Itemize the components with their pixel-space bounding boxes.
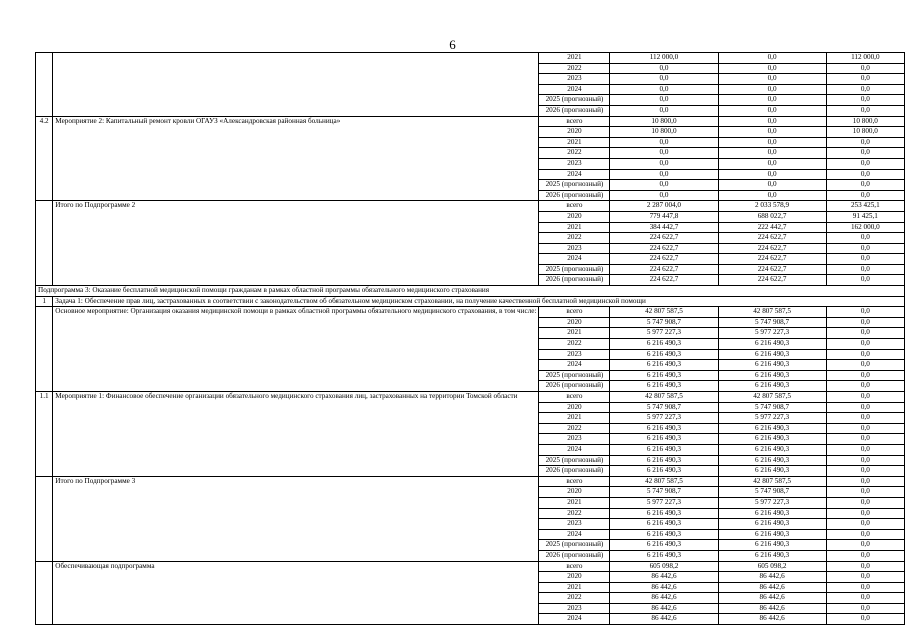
period-cell: 2020 [539, 211, 610, 222]
source-1-cell: 6 216 490,3 [718, 370, 826, 381]
source-2-cell: 0,0 [826, 444, 904, 455]
table-row [36, 392, 905, 403]
source-2-cell: 0,0 [826, 423, 904, 434]
period-cell: всего [539, 561, 610, 572]
total-cell: 86 442,6 [610, 603, 718, 614]
total-cell: 6 216 490,3 [610, 339, 718, 350]
period-cell: 2022 [539, 508, 610, 519]
period-cell: 2025 (прогнозный) [539, 95, 610, 106]
row-number [36, 476, 53, 561]
source-1-cell: 605 098,2 [718, 561, 826, 572]
period-cell: 2023 [539, 349, 610, 360]
source-1-cell: 6 216 490,3 [718, 519, 826, 530]
budget-table [35, 52, 905, 625]
total-cell: 224 622,7 [610, 275, 718, 286]
source-1-cell: 0,0 [718, 148, 826, 159]
source-2-cell: 0,0 [826, 370, 904, 381]
source-1-cell: 5 977 227,3 [718, 497, 826, 508]
period-cell: 2020 [539, 487, 610, 498]
source-2-cell: 162 000,0 [826, 222, 904, 233]
source-2-cell: 0,0 [826, 105, 904, 116]
source-1-cell: 6 216 490,3 [718, 540, 826, 551]
source-1-cell: 86 442,6 [718, 572, 826, 583]
period-cell: 2026 (прогнозный) [539, 466, 610, 477]
period-cell: 2023 [539, 519, 610, 530]
total-cell: 384 442,7 [610, 222, 718, 233]
row-number [36, 201, 53, 286]
period-cell: всего [539, 476, 610, 487]
period-cell: 2021 [539, 582, 610, 593]
source-1-cell: 42 807 587,5 [718, 392, 826, 403]
total-cell: 224 622,7 [610, 264, 718, 275]
period-cell: 2023 [539, 158, 610, 169]
source-2-cell: 0,0 [826, 550, 904, 561]
source-2-cell: 0,0 [826, 582, 904, 593]
source-1-cell: 0,0 [718, 158, 826, 169]
source-2-cell: 0,0 [826, 529, 904, 540]
table-row [36, 476, 905, 487]
source-2-cell: 0,0 [826, 74, 904, 85]
source-2-cell: 0,0 [826, 508, 904, 519]
period-cell: 2021 [539, 53, 610, 64]
period-cell: 2025 (прогнозный) [539, 540, 610, 551]
table-row [36, 561, 905, 572]
source-2-cell: 0,0 [826, 402, 904, 413]
source-2-cell: 0,0 [826, 180, 904, 191]
period-cell: всего [539, 116, 610, 127]
total-cell: 6 216 490,3 [610, 455, 718, 466]
source-1-cell: 5 747 908,7 [718, 402, 826, 413]
source-2-cell: 0,0 [826, 413, 904, 424]
source-1-cell: 6 216 490,3 [718, 508, 826, 519]
period-cell: 2020 [539, 402, 610, 413]
page-number: 6 [449, 37, 456, 52]
total-cell: 42 807 587,5 [610, 392, 718, 403]
measure-name: Основное мероприятие: Организация оказания медицинской помощи в рамках областной программы обязательного медицинского страхования, в том числе: [53, 307, 539, 392]
source-2-cell: 0,0 [826, 95, 904, 106]
source-2-cell: 0,0 [826, 360, 904, 371]
total-cell: 112 000,0 [610, 53, 718, 64]
source-2-cell: 0,0 [826, 497, 904, 508]
source-2-cell: 0,0 [826, 137, 904, 148]
total-cell: 6 216 490,3 [610, 381, 718, 392]
source-2-cell: 10 800,0 [826, 116, 904, 127]
measure-name: Итого по Подпрограмме 3 [53, 476, 539, 561]
period-cell: 2023 [539, 434, 610, 445]
total-cell: 5 977 227,3 [610, 413, 718, 424]
total-cell: 42 807 587,5 [610, 307, 718, 318]
total-cell: 0,0 [610, 169, 718, 180]
source-1-cell: 42 807 587,5 [718, 307, 826, 318]
period-cell: всего [539, 201, 610, 212]
source-1-cell: 6 216 490,3 [718, 423, 826, 434]
period-cell: 2025 (прогнозный) [539, 370, 610, 381]
period-cell: 2023 [539, 243, 610, 254]
source-2-cell: 10 800,0 [826, 127, 904, 138]
source-1-cell: 86 442,6 [718, 603, 826, 614]
period-cell: 2021 [539, 222, 610, 233]
source-1-cell: 42 807 587,5 [718, 476, 826, 487]
total-cell: 6 216 490,3 [610, 360, 718, 371]
source-1-cell: 0,0 [718, 74, 826, 85]
source-2-cell: 0,0 [826, 275, 904, 286]
total-cell: 6 216 490,3 [610, 423, 718, 434]
total-cell: 5 977 227,3 [610, 497, 718, 508]
period-cell: 2023 [539, 603, 610, 614]
period-cell: 2024 [539, 444, 610, 455]
source-2-cell: 0,0 [826, 381, 904, 392]
source-2-cell: 0,0 [826, 339, 904, 350]
total-cell: 5 747 908,7 [610, 317, 718, 328]
source-2-cell: 0,0 [826, 233, 904, 244]
period-cell: 2022 [539, 593, 610, 604]
period-cell: 2021 [539, 497, 610, 508]
source-1-cell: 0,0 [718, 84, 826, 95]
section-row [36, 296, 905, 307]
source-2-cell: 0,0 [826, 434, 904, 445]
source-2-cell: 0,0 [826, 476, 904, 487]
period-cell: 2026 (прогнозный) [539, 381, 610, 392]
source-2-cell: 112 000,0 [826, 53, 904, 64]
total-cell: 224 622,7 [610, 254, 718, 265]
source-2-cell: 0,0 [826, 487, 904, 498]
period-cell: 2026 (прогнозный) [539, 105, 610, 116]
section-row [36, 286, 905, 297]
source-1-cell: 222 442,7 [718, 222, 826, 233]
total-cell: 5 747 908,7 [610, 402, 718, 413]
total-cell: 6 216 490,3 [610, 508, 718, 519]
source-2-cell: 0,0 [826, 190, 904, 201]
table-row [36, 53, 905, 64]
table-row [36, 116, 905, 127]
source-1-cell: 6 216 490,3 [718, 381, 826, 392]
total-cell: 0,0 [610, 84, 718, 95]
source-2-cell: 0,0 [826, 148, 904, 159]
source-2-cell: 0,0 [826, 519, 904, 530]
total-cell: 6 216 490,3 [610, 349, 718, 360]
source-1-cell: 5 747 908,7 [718, 317, 826, 328]
total-cell: 0,0 [610, 190, 718, 201]
source-2-cell: 0,0 [826, 561, 904, 572]
source-1-cell: 0,0 [718, 95, 826, 106]
total-cell: 224 622,7 [610, 233, 718, 244]
source-1-cell: 0,0 [718, 180, 826, 191]
source-1-cell: 224 622,7 [718, 264, 826, 275]
period-cell: 2021 [539, 137, 610, 148]
period-cell: 2026 (прогнозный) [539, 190, 610, 201]
source-1-cell: 5 977 227,3 [718, 328, 826, 339]
source-2-cell: 0,0 [826, 614, 904, 625]
source-2-cell: 0,0 [826, 328, 904, 339]
period-cell: 2022 [539, 423, 610, 434]
measure-name: Мероприятие 2: Капитальный ремонт кровли ОГАУЗ «Александровская районная больница» [53, 116, 539, 201]
total-cell: 86 442,6 [610, 582, 718, 593]
period-cell: 2020 [539, 572, 610, 583]
row-number: 1.1 [36, 392, 53, 477]
source-2-cell: 253 425,1 [826, 201, 904, 212]
total-cell: 0,0 [610, 180, 718, 191]
total-cell: 0,0 [610, 74, 718, 85]
source-2-cell: 0,0 [826, 84, 904, 95]
total-cell: 5 747 908,7 [610, 487, 718, 498]
period-cell: 2022 [539, 148, 610, 159]
source-1-cell: 6 216 490,3 [718, 466, 826, 477]
source-1-cell: 224 622,7 [718, 254, 826, 265]
source-2-cell: 0,0 [826, 593, 904, 604]
total-cell: 779 447,8 [610, 211, 718, 222]
source-2-cell: 0,0 [826, 169, 904, 180]
table-row [36, 307, 905, 318]
source-1-cell: 0,0 [718, 190, 826, 201]
measure-name: Итого по Подпрограмме 2 [53, 201, 539, 286]
source-1-cell: 224 622,7 [718, 233, 826, 244]
period-cell: 2024 [539, 360, 610, 371]
source-1-cell: 6 216 490,3 [718, 444, 826, 455]
source-1-cell: 6 216 490,3 [718, 529, 826, 540]
total-cell: 605 098,2 [610, 561, 718, 572]
source-2-cell: 91 425,1 [826, 211, 904, 222]
total-cell: 10 800,0 [610, 127, 718, 138]
total-cell: 5 977 227,3 [610, 328, 718, 339]
total-cell: 0,0 [610, 158, 718, 169]
period-cell: 2021 [539, 413, 610, 424]
measure-name [53, 53, 539, 117]
source-2-cell: 0,0 [826, 307, 904, 318]
source-2-cell: 0,0 [826, 540, 904, 551]
source-1-cell: 5 977 227,3 [718, 413, 826, 424]
source-2-cell: 0,0 [826, 392, 904, 403]
source-2-cell: 0,0 [826, 572, 904, 583]
source-1-cell: 2 033 578,9 [718, 201, 826, 212]
source-1-cell: 6 216 490,3 [718, 550, 826, 561]
row-number [36, 53, 53, 117]
source-2-cell: 0,0 [826, 466, 904, 477]
source-1-cell: 0,0 [718, 169, 826, 180]
total-cell: 0,0 [610, 105, 718, 116]
task-title: Задача 1: Обеспечение прав лиц, застрахованных в соответствии с законодательством об обязательном медицинском страховании, на получение качественной бесплатной медицинской помощи [53, 296, 905, 307]
period-cell: 2024 [539, 529, 610, 540]
source-2-cell: 0,0 [826, 603, 904, 614]
source-1-cell: 6 216 490,3 [718, 339, 826, 350]
total-cell: 6 216 490,3 [610, 466, 718, 477]
period-cell: 2020 [539, 127, 610, 138]
subprogram-title: Подпрограмма 3: Оказание бесплатной медицинской помощи гражданам в рамках областной программы обязательного медицинского страхования [36, 286, 905, 297]
source-1-cell: 5 747 908,7 [718, 487, 826, 498]
period-cell: всего [539, 307, 610, 318]
total-cell: 2 287 004,0 [610, 201, 718, 212]
total-cell: 6 216 490,3 [610, 444, 718, 455]
total-cell: 86 442,6 [610, 593, 718, 604]
period-cell: 2025 (прогнозный) [539, 264, 610, 275]
total-cell: 86 442,6 [610, 572, 718, 583]
source-1-cell: 6 216 490,3 [718, 455, 826, 466]
period-cell: 2022 [539, 233, 610, 244]
source-1-cell: 86 442,6 [718, 582, 826, 593]
source-2-cell: 0,0 [826, 349, 904, 360]
total-cell: 0,0 [610, 148, 718, 159]
source-1-cell: 0,0 [718, 116, 826, 127]
total-cell: 6 216 490,3 [610, 529, 718, 540]
period-cell: 2025 (прогнозный) [539, 180, 610, 191]
period-cell: 2021 [539, 328, 610, 339]
period-cell: 2025 (прогнозный) [539, 455, 610, 466]
period-cell: 2026 (прогнозный) [539, 550, 610, 561]
source-1-cell: 0,0 [718, 53, 826, 64]
table-row [36, 201, 905, 212]
total-cell: 6 216 490,3 [610, 434, 718, 445]
source-1-cell: 86 442,6 [718, 614, 826, 625]
period-cell: 2024 [539, 254, 610, 265]
total-cell: 6 216 490,3 [610, 519, 718, 530]
source-2-cell: 0,0 [826, 317, 904, 328]
total-cell: 6 216 490,3 [610, 550, 718, 561]
source-1-cell: 688 022,7 [718, 211, 826, 222]
source-1-cell: 224 622,7 [718, 275, 826, 286]
total-cell: 86 442,6 [610, 614, 718, 625]
total-cell: 0,0 [610, 137, 718, 148]
period-cell: 2026 (прогнозный) [539, 275, 610, 286]
source-2-cell: 0,0 [826, 63, 904, 74]
total-cell: 42 807 587,5 [610, 476, 718, 487]
row-number: 4.2 [36, 116, 53, 201]
total-cell: 0,0 [610, 63, 718, 74]
total-cell: 0,0 [610, 95, 718, 106]
total-cell: 6 216 490,3 [610, 370, 718, 381]
row-number: 1 [36, 296, 53, 307]
period-cell: 2022 [539, 339, 610, 350]
measure-name: Мероприятие 1: Финансовое обеспечение организации обязательного медицинского страхования лиц, застрахованных на территории Томской области [53, 392, 539, 477]
period-cell: 2024 [539, 169, 610, 180]
source-1-cell: 0,0 [718, 105, 826, 116]
source-1-cell: 0,0 [718, 63, 826, 74]
row-number [36, 561, 53, 625]
source-2-cell: 0,0 [826, 455, 904, 466]
row-number [36, 307, 53, 392]
period-cell: 2024 [539, 84, 610, 95]
period-cell: 2020 [539, 317, 610, 328]
source-1-cell: 6 216 490,3 [718, 360, 826, 371]
source-1-cell: 224 622,7 [718, 243, 826, 254]
total-cell: 10 800,0 [610, 116, 718, 127]
period-cell: 2024 [539, 614, 610, 625]
source-1-cell: 0,0 [718, 137, 826, 148]
source-2-cell: 0,0 [826, 243, 904, 254]
source-2-cell: 0,0 [826, 264, 904, 275]
period-cell: всего [539, 392, 610, 403]
source-1-cell: 0,0 [718, 127, 826, 138]
source-2-cell: 0,0 [826, 158, 904, 169]
total-cell: 224 622,7 [610, 243, 718, 254]
source-1-cell: 86 442,6 [718, 593, 826, 604]
total-cell: 6 216 490,3 [610, 540, 718, 551]
source-2-cell: 0,0 [826, 254, 904, 265]
source-1-cell: 6 216 490,3 [718, 349, 826, 360]
source-1-cell: 6 216 490,3 [718, 434, 826, 445]
period-cell: 2022 [539, 63, 610, 74]
period-cell: 2023 [539, 74, 610, 85]
measure-name: Обеспечивающая подпрограмма [53, 561, 539, 625]
